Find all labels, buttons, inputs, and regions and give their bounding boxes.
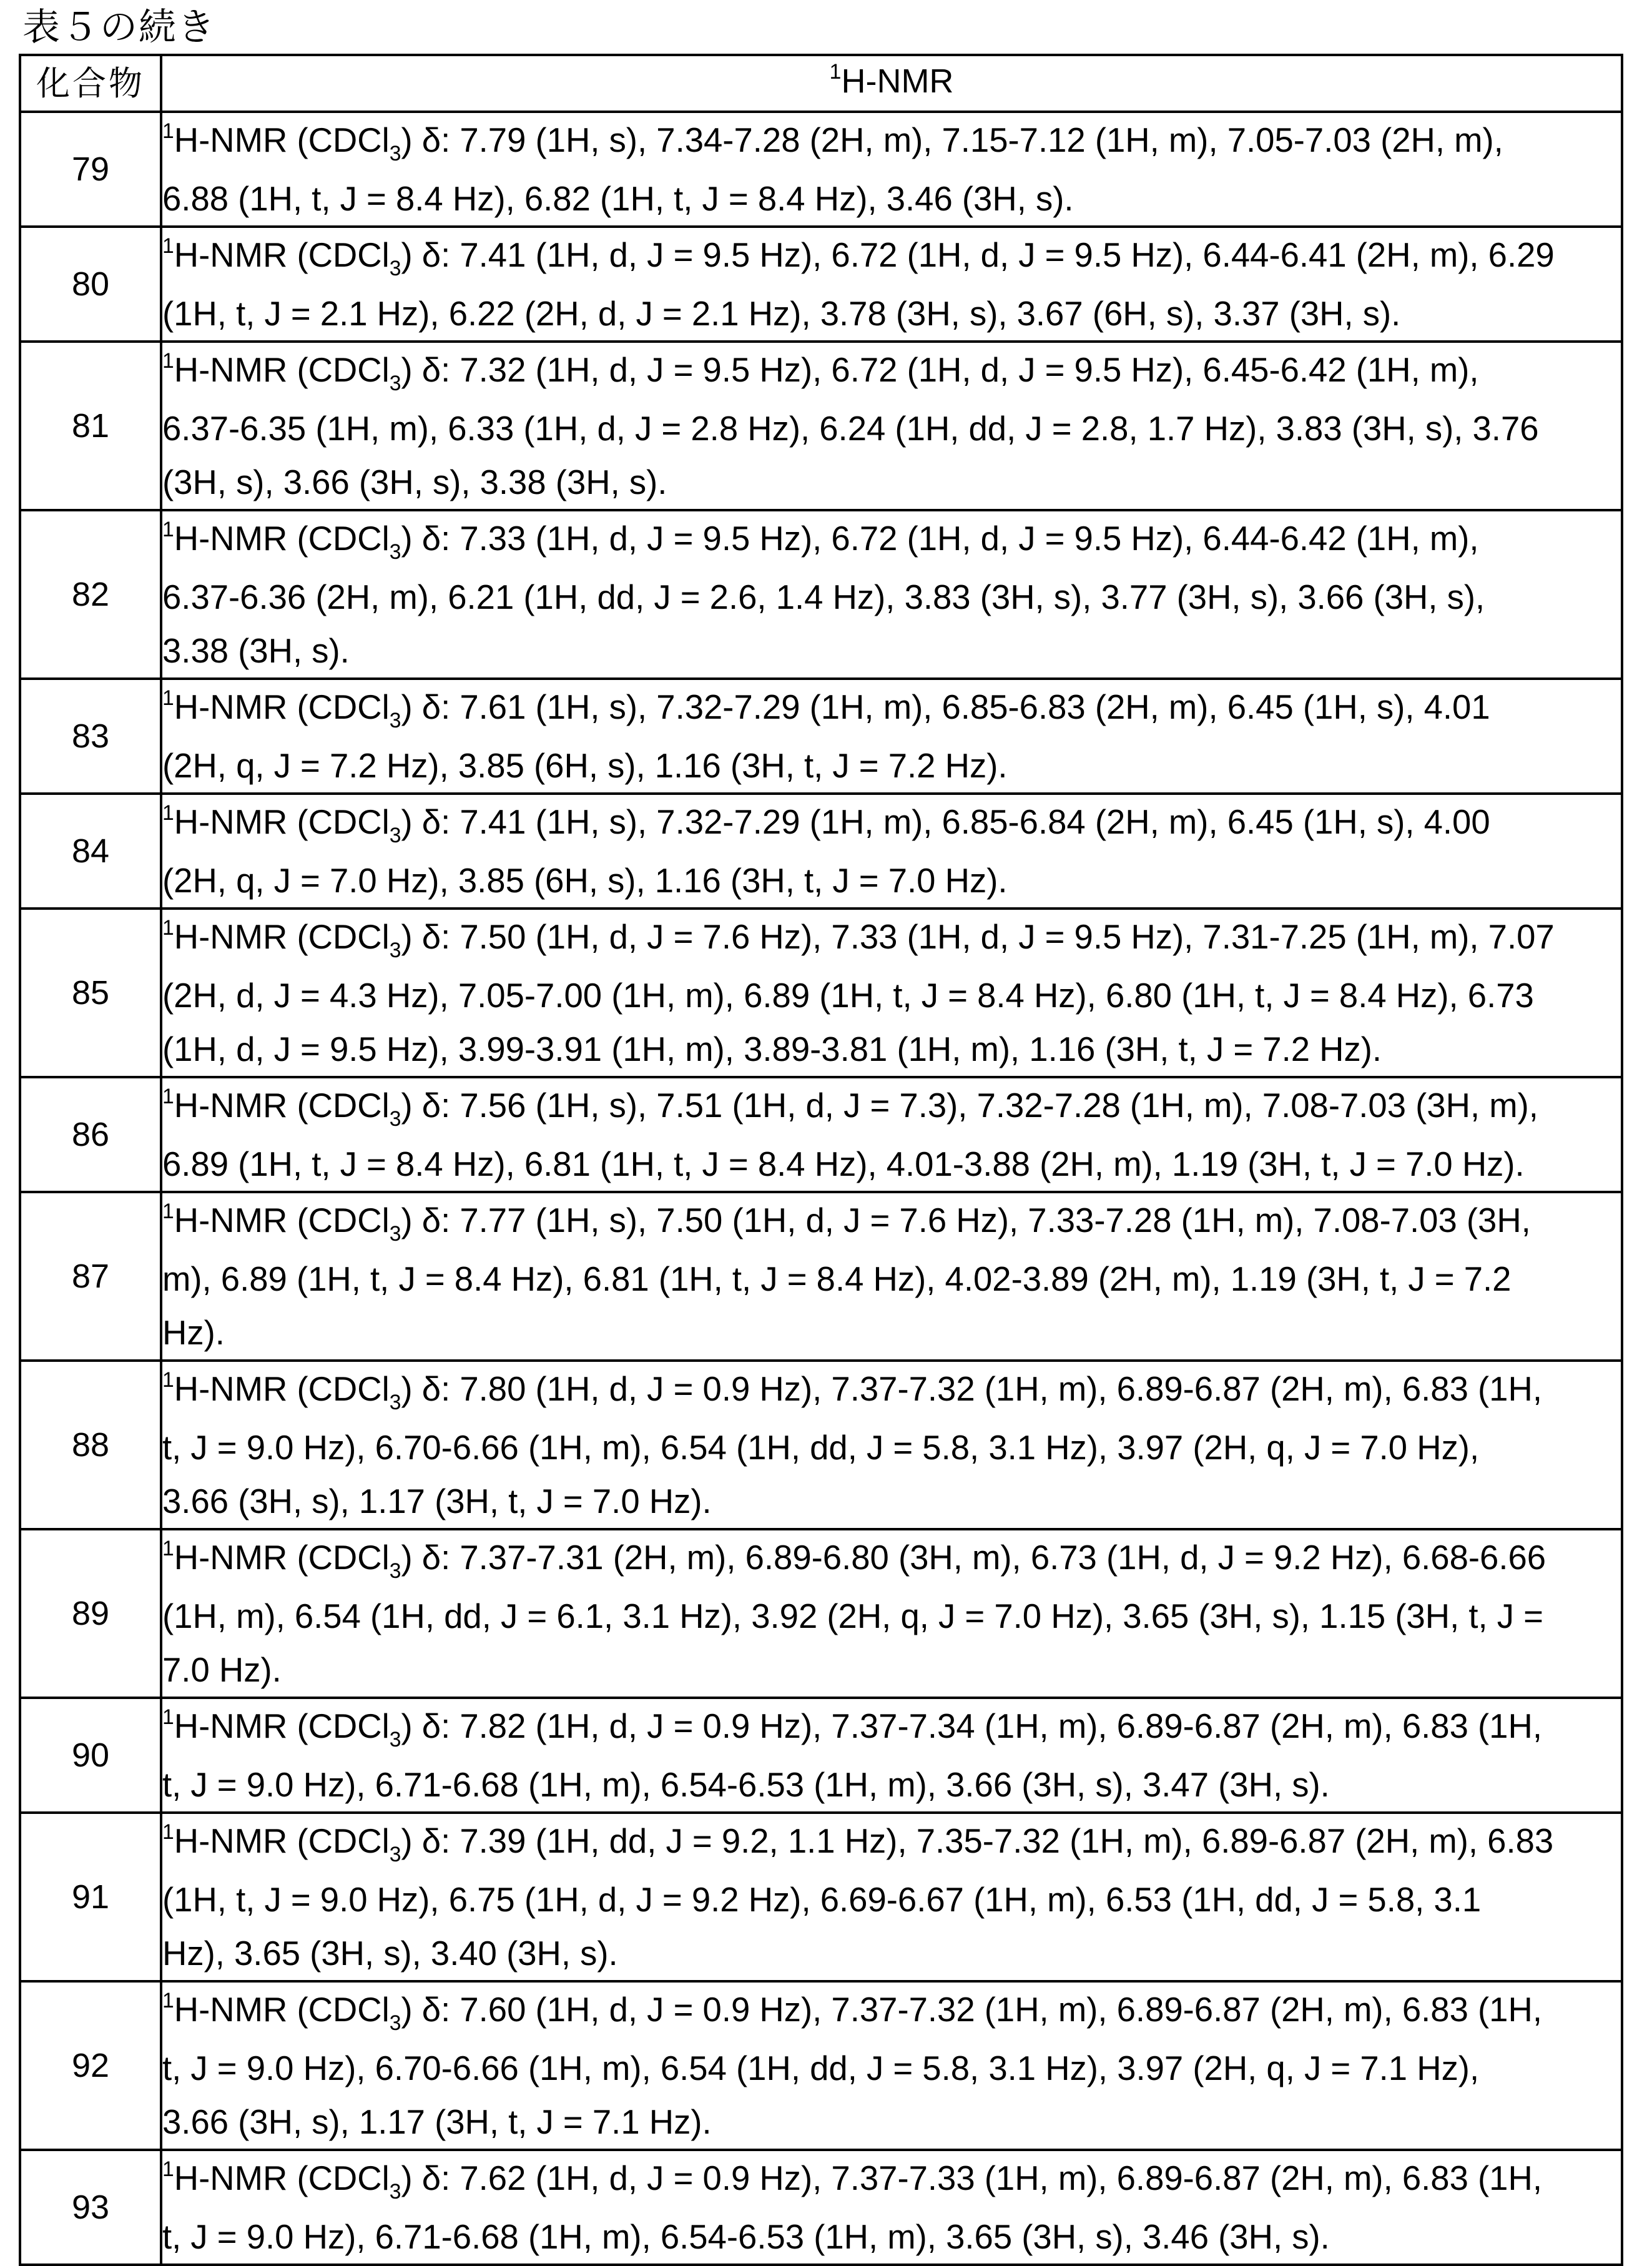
nmr-prefix: H-NMR (CDCl [174, 1086, 390, 1125]
nmr-peaks: 7.80 (1H, d, J = 0.9 Hz), 7.37-7.32 (1H, m), 6.89-6.87 (2H, m), 6.83 (1H, [460, 1369, 1542, 1408]
table-row [20, 1192, 1622, 1361]
table-caption: 表５の続き [22, 6, 216, 49]
subscript-3: 3 [389, 1107, 401, 1131]
nmr-peaks: 7.41 (1H, s), 7.32-7.29 (1H, m), 6.85-6.84 (2H, m), 6.45 (1H, s), 4.00 [460, 802, 1490, 841]
nmr-prefix: H-NMR (CDCl [174, 121, 390, 159]
nmr-text-line [162, 968, 1607, 1022]
subscript-3: 3 [389, 257, 401, 280]
nmr-data-cell [161, 1698, 1622, 1813]
nmr-peaks: 7.56 (1H, s), 7.51 (1H, d, J = 7.3), 7.32-7.28 (1H, m), 7.08-7.03 (3H, m), [460, 1086, 1538, 1125]
nmr-text-line [162, 1589, 1607, 1643]
nmr-text-line [162, 1306, 1607, 1359]
compound-number: 87 [20, 1192, 161, 1361]
compound-number: 93 [20, 2150, 161, 2265]
nmr-prefix: H-NMR (CDCl [174, 1369, 390, 1408]
nmr-text-line [162, 1137, 1607, 1191]
table-row [20, 2150, 1622, 2265]
subscript-3: 3 [389, 709, 401, 732]
table-row [20, 510, 1622, 679]
superscript-1: 1 [162, 916, 174, 940]
nmr-peaks: 7.50 (1H, d, J = 7.6 Hz), 7.33 (1H, d, J = 9.5 Hz), 7.31-7.25 (1H, m), 7.07 [460, 917, 1555, 956]
superscript-1: 1 [162, 1820, 174, 1844]
subscript-3: 3 [389, 1728, 401, 1751]
nmr-peaks: 3.38 (3H, s). [162, 631, 350, 670]
nmr-peaks: 7.60 (1H, d, J = 0.9 Hz), 7.37-7.32 (1H, m), 6.89-6.87 (2H, m), 6.83 (1H, [460, 1990, 1542, 2029]
nmr-text-line [162, 2095, 1607, 2149]
superscript-1: 1 [162, 1989, 174, 2012]
nmr-peaks: 6.37-6.35 (1H, m), 6.33 (1H, d, J = 2.8 Hz), 6.24 (1H, dd, J = 2.8, 1.7 Hz), 3.83 (3H, s), 3.76 [162, 409, 1539, 448]
nmr-text-line [162, 172, 1607, 225]
nmr-prefix-end: ) δ: [401, 350, 460, 389]
nmr-prefix: H-NMR (CDCl [174, 235, 390, 274]
nmr-prefix-end: ) δ: [401, 2159, 460, 2197]
compound-number: 89 [20, 1529, 161, 1698]
nmr-prefix-end: ) δ: [401, 917, 460, 956]
superscript-1: 1 [829, 60, 842, 84]
nmr-data-cell [161, 1529, 1622, 1698]
nmr-text-line [162, 1362, 1607, 1421]
nmr-prefix: H-NMR (CDCl [174, 519, 390, 558]
column-header-nmr [161, 55, 1622, 112]
nmr-text-line [162, 1926, 1607, 1980]
nmr-text-line [162, 1193, 1607, 1252]
nmr-peaks: 7.79 (1H, s), 7.34-7.28 (2H, m), 7.15-7.12 (1H, m), 7.05-7.03 (2H, m), [460, 121, 1503, 159]
nmr-prefix: H-NMR (CDCl [174, 1990, 390, 2029]
nmr-text-line [162, 795, 1607, 854]
nmr-prefix-end: ) δ: [401, 1369, 460, 1408]
nmr-text-line [162, 1699, 1607, 1758]
table-row [20, 794, 1622, 909]
subscript-3: 3 [389, 1391, 401, 1414]
nmr-prefix: H-NMR (CDCl [174, 917, 390, 956]
subscript-3: 3 [389, 1843, 401, 1866]
nmr-prefix-end: ) δ: [401, 519, 460, 558]
superscript-1: 1 [162, 1705, 174, 1729]
compound-number: 83 [20, 679, 161, 794]
nmr-data-cell [161, 1192, 1622, 1361]
superscript-1: 1 [162, 686, 174, 710]
nmr-data-cell [161, 1813, 1622, 1981]
compound-number: 88 [20, 1361, 161, 1529]
nmr-prefix-end: ) δ: [401, 1201, 460, 1239]
table-row [20, 1361, 1622, 1529]
nmr-peaks: t, J = 9.0 Hz), 6.71-6.68 (1H, m), 6.54-6.53 (1H, m), 3.66 (3H, s), 3.47 (3H, s). [162, 1765, 1330, 1804]
nmr-text-line [162, 570, 1607, 624]
subscript-3: 3 [389, 1559, 401, 1583]
superscript-1: 1 [162, 234, 174, 258]
nmr-peaks: 7.41 (1H, d, J = 9.5 Hz), 6.72 (1H, d, J = 9.5 Hz), 6.44-6.41 (2H, m), 6.29 [460, 235, 1555, 274]
nmr-peaks: (1H, d, J = 9.5 Hz), 3.99-3.91 (1H, m), 3.89-3.81 (1H, m), 1.16 (3H, t, J = 7.2 Hz). [162, 1030, 1382, 1068]
nmr-text-line [162, 401, 1607, 455]
nmr-peaks: t, J = 9.0 Hz), 6.71-6.68 (1H, m), 6.54-6.53 (1H, m), 3.65 (3H, s), 3.46 (3H, s). [162, 2217, 1330, 2256]
table-row [20, 1698, 1622, 1813]
nmr-data-table [19, 54, 1623, 2266]
compound-number: 84 [20, 794, 161, 909]
nmr-text-line [162, 343, 1607, 401]
nmr-text-line [162, 2151, 1607, 2210]
nmr-prefix-end: ) δ: [401, 687, 460, 726]
superscript-1: 1 [162, 1368, 174, 1392]
nmr-peaks: (2H, q, J = 7.2 Hz), 3.85 (6H, s), 1.16 (3H, t, J = 7.2 Hz). [162, 746, 1008, 785]
table-row [20, 227, 1622, 342]
nmr-data-cell [161, 227, 1622, 342]
nmr-peaks: 7.39 (1H, dd, J = 9.2, 1.1 Hz), 7.35-7.32 (1H, m), 6.89-6.87 (2H, m), 6.83 [460, 1821, 1554, 1860]
subscript-3: 3 [389, 2180, 401, 2204]
nmr-peaks: (1H, m), 6.54 (1H, dd, J = 6.1, 3.1 Hz), 3.92 (2H, q, J = 7.0 Hz), 3.65 (3H, s), 1.15 (3H, t, J = [162, 1597, 1543, 1635]
nmr-peaks: 3.66 (3H, s), 1.17 (3H, t, J = 7.0 Hz). [162, 1482, 712, 1520]
nmr-data-cell [161, 794, 1622, 909]
nmr-text-line [162, 739, 1607, 792]
column-header-nmr-label: H-NMR [841, 62, 954, 100]
nmr-text-line [162, 680, 1607, 739]
nmr-peaks: 3.66 (3H, s), 1.17 (3H, t, J = 7.1 Hz). [162, 2102, 712, 2141]
table-row [20, 1981, 1622, 2150]
nmr-peaks: 7.82 (1H, d, J = 0.9 Hz), 7.37-7.34 (1H, m), 6.89-6.87 (2H, m), 6.83 (1H, [460, 1707, 1542, 1745]
nmr-peaks: (1H, t, J = 2.1 Hz), 6.22 (2H, d, J = 2.1 Hz), 3.78 (3H, s), 3.67 (6H, s), 3.37 (3H, s). [162, 294, 1401, 333]
nmr-text-line [162, 113, 1607, 172]
nmr-peaks: 6.89 (1H, t, J = 8.4 Hz), 6.81 (1H, t, J = 8.4 Hz), 4.01-3.88 (2H, m), 1.19 (3H, t, J = 7.0 Hz). [162, 1145, 1525, 1183]
nmr-prefix: H-NMR (CDCl [174, 1821, 390, 1860]
compound-number: 79 [20, 112, 161, 227]
nmr-text-line [162, 1758, 1607, 1811]
table-header-row [20, 55, 1622, 112]
compound-number: 81 [20, 342, 161, 510]
superscript-1: 1 [162, 119, 174, 143]
nmr-peaks: 7.62 (1H, d, J = 0.9 Hz), 7.37-7.33 (1H, m), 6.89-6.87 (2H, m), 6.83 (1H, [460, 2159, 1542, 2197]
subscript-3: 3 [389, 372, 401, 395]
compound-number: 82 [20, 510, 161, 679]
nmr-text-line [162, 1983, 1607, 2041]
nmr-text-line [162, 1873, 1607, 1926]
nmr-prefix-end: ) δ: [401, 121, 460, 159]
nmr-peaks: t, J = 9.0 Hz), 6.70-6.66 (1H, m), 6.54 (1H, dd, J = 5.8, 3.1 Hz), 3.97 (2H, q, J = 7.1 Hz), [162, 2049, 1480, 2087]
nmr-data-cell [161, 909, 1622, 1077]
subscript-3: 3 [389, 540, 401, 564]
nmr-prefix: H-NMR (CDCl [174, 350, 390, 389]
superscript-1: 1 [162, 349, 174, 373]
superscript-1: 1 [162, 1200, 174, 1223]
superscript-1: 1 [162, 2157, 174, 2181]
table-body [20, 112, 1622, 2265]
nmr-text-line [162, 910, 1607, 968]
nmr-text-line [162, 1814, 1607, 1873]
nmr-data-cell [161, 2150, 1622, 2265]
table-row [20, 342, 1622, 510]
subscript-3: 3 [389, 142, 401, 165]
nmr-text-line [162, 511, 1607, 570]
nmr-prefix-end: ) δ: [401, 802, 460, 841]
table-row [20, 1813, 1622, 1981]
superscript-1: 1 [162, 1085, 174, 1108]
nmr-text-line [162, 228, 1607, 287]
nmr-prefix-end: ) δ: [401, 1990, 460, 2029]
subscript-3: 3 [389, 2011, 401, 2035]
nmr-peaks: 7.33 (1H, d, J = 9.5 Hz), 6.72 (1H, d, J = 9.5 Hz), 6.44-6.42 (1H, m), [460, 519, 1479, 558]
nmr-prefix: H-NMR (CDCl [174, 687, 390, 726]
table-row [20, 909, 1622, 1077]
superscript-1: 1 [162, 1537, 174, 1560]
nmr-data-cell [161, 342, 1622, 510]
subscript-3: 3 [389, 824, 401, 847]
nmr-text-line [162, 1078, 1607, 1137]
nmr-peaks: (1H, t, J = 9.0 Hz), 6.75 (1H, d, J = 9.2 Hz), 6.69-6.67 (1H, m), 6.53 (1H, dd, J = 5.8, 3.1 [162, 1880, 1482, 1919]
nmr-prefix-end: ) δ: [401, 1707, 460, 1745]
compound-number: 85 [20, 909, 161, 1077]
nmr-prefix: H-NMR (CDCl [174, 2159, 390, 2197]
nmr-prefix: H-NMR (CDCl [174, 1538, 390, 1577]
compound-number: 86 [20, 1077, 161, 1192]
nmr-text-line [162, 1022, 1607, 1076]
nmr-peaks: 6.88 (1H, t, J = 8.4 Hz), 6.82 (1H, t, J = 8.4 Hz), 3.46 (3H, s). [162, 179, 1074, 218]
nmr-peaks: 7.37-7.31 (2H, m), 6.89-6.80 (3H, m), 6.73 (1H, d, J = 9.2 Hz), 6.68-6.66 [460, 1538, 1546, 1577]
nmr-peaks: m), 6.89 (1H, t, J = 8.4 Hz), 6.81 (1H, t, J = 8.4 Hz), 4.02-3.89 (2H, m), 1.19 (3H, t, J = 7.2 [162, 1259, 1512, 1298]
compound-number: 92 [20, 1981, 161, 2150]
nmr-prefix: H-NMR (CDCl [174, 1707, 390, 1745]
table-row [20, 1529, 1622, 1698]
nmr-peaks: 7.32 (1H, d, J = 9.5 Hz), 6.72 (1H, d, J = 9.5 Hz), 6.45-6.42 (1H, m), [460, 350, 1479, 389]
superscript-1: 1 [162, 518, 174, 541]
table-row [20, 679, 1622, 794]
subscript-3: 3 [389, 938, 401, 962]
nmr-text-line [162, 1252, 1607, 1306]
nmr-data-cell [161, 510, 1622, 679]
column-header-compound: 化合物 [20, 55, 161, 112]
nmr-text-line [162, 455, 1607, 509]
nmr-peaks: Hz), 3.65 (3H, s), 3.40 (3H, s). [162, 1934, 618, 1973]
nmr-text-line [162, 624, 1607, 677]
nmr-peaks: 7.77 (1H, s), 7.50 (1H, d, J = 7.6 Hz), 7.33-7.28 (1H, m), 7.08-7.03 (3H, [460, 1201, 1531, 1239]
nmr-text-line [162, 1421, 1607, 1474]
nmr-data-cell [161, 679, 1622, 794]
compound-number: 80 [20, 227, 161, 342]
nmr-prefix-end: ) δ: [401, 1821, 460, 1860]
nmr-text-line [162, 1530, 1607, 1589]
table-row [20, 112, 1622, 227]
compound-number: 90 [20, 1698, 161, 1813]
superscript-1: 1 [162, 801, 174, 825]
nmr-peaks: 7.61 (1H, s), 7.32-7.29 (1H, m), 6.85-6.83 (2H, m), 6.45 (1H, s), 4.01 [460, 687, 1490, 726]
nmr-data-cell [161, 1981, 1622, 2150]
nmr-data-cell [161, 112, 1622, 227]
nmr-peaks: Hz). [162, 1313, 225, 1352]
nmr-peaks: 6.37-6.36 (2H, m), 6.21 (1H, dd, J = 2.6, 1.4 Hz), 3.83 (3H, s), 3.77 (3H, s), 3.66 (3H, s), [162, 578, 1485, 616]
nmr-text-line [162, 1474, 1607, 1528]
nmr-text-line [162, 2210, 1607, 2264]
nmr-text-line [162, 854, 1607, 907]
nmr-peaks: 7.0 Hz). [162, 1650, 282, 1689]
nmr-text-line [162, 1643, 1607, 1697]
nmr-prefix-end: ) δ: [401, 1086, 460, 1125]
nmr-peaks: (3H, s), 3.66 (3H, s), 3.38 (3H, s). [162, 463, 667, 501]
nmr-peaks: (2H, q, J = 7.0 Hz), 3.85 (6H, s), 1.16 (3H, t, J = 7.0 Hz). [162, 861, 1008, 900]
table-row [20, 1077, 1622, 1192]
nmr-prefix: H-NMR (CDCl [174, 802, 390, 841]
nmr-text-line [162, 287, 1607, 340]
nmr-prefix-end: ) δ: [401, 1538, 460, 1577]
nmr-prefix-end: ) δ: [401, 235, 460, 274]
nmr-peaks: t, J = 9.0 Hz), 6.70-6.66 (1H, m), 6.54 (1H, dd, J = 5.8, 3.1 Hz), 3.97 (2H, q, J = 7.0 Hz), [162, 1428, 1480, 1467]
nmr-data-cell [161, 1077, 1622, 1192]
nmr-text-line [162, 2041, 1607, 2095]
compound-number: 91 [20, 1813, 161, 1981]
nmr-peaks: (2H, d, J = 4.3 Hz), 7.05-7.00 (1H, m), 6.89 (1H, t, J = 8.4 Hz), 6.80 (1H, t, J = 8.4 Hz), 6.73 [162, 976, 1534, 1015]
subscript-3: 3 [389, 1222, 401, 1246]
nmr-data-cell [161, 1361, 1622, 1529]
nmr-prefix: H-NMR (CDCl [174, 1201, 390, 1239]
